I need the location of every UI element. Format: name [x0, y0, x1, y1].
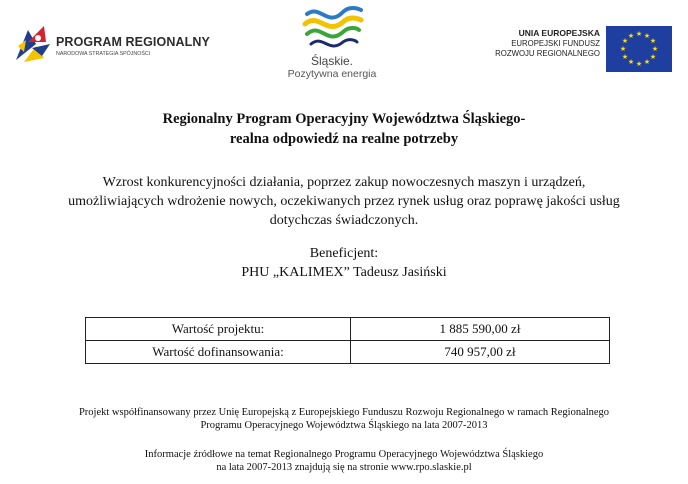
svg-text:★: ★: [649, 37, 657, 45]
source-info-line-1: Informacje źródłowe na temat Regionalnego Programu Operacyjnego Województwa Śląskiego: [144, 449, 544, 460]
svg-text:★: ★: [643, 58, 651, 66]
cofinancing-value-amount: 740 957,00 zł: [351, 341, 610, 364]
slaskie-logo: [276, 6, 388, 86]
svg-text:★: ★: [649, 53, 657, 61]
project-values-table: [85, 317, 610, 364]
svg-text:★: ★: [627, 58, 635, 66]
title-line-2: realna odpowiedź na realne potrzeby: [229, 131, 459, 147]
eu-fund-line1: EUROPEJSKI FUNDUSZ: [511, 39, 600, 48]
svg-text:★: ★: [635, 60, 643, 68]
project-value-label: Wartość projektu:: [86, 318, 351, 341]
eu-logo: [480, 26, 676, 72]
beneficiary-label: Beneficjent:: [309, 246, 379, 261]
description-line-3: dotychczas świadczonych.: [269, 213, 419, 228]
program-regionalny-title: PROGRAM REGIONALNY: [56, 35, 210, 49]
svg-text:★: ★: [621, 53, 629, 61]
table-row: [86, 341, 610, 364]
logo-bar: [0, 0, 688, 92]
cofinancing-note-line-1: Projekt współfinansowany przez Unię Europejską z Europejskiego Funduszu Rozwoju Regionalnego w ramach Regionalnego: [78, 407, 610, 418]
description-line-1: Wzrost konkurencyjności działania, poprzez zakup nowoczesnych maszyn i urządzeń,: [102, 175, 586, 190]
program-regionalny-logo: [14, 22, 214, 66]
svg-text:★: ★: [635, 30, 643, 38]
slaskie-wave-icon: [297, 6, 367, 54]
slaskie-tagline: Pozytywna energia: [287, 68, 377, 80]
eu-title: UNIA EUROPEJSKA: [518, 28, 600, 38]
svg-text:★: ★: [621, 37, 629, 45]
eu-text-block: [495, 28, 600, 59]
title-line-1: Regionalny Program Operacyjny Województwa Śląskiego-: [162, 111, 526, 127]
cofinancing-value-label: Wartość dofinansowania:: [86, 341, 351, 364]
description-line-2: umożliwiających wdrożenie nowych, oczekiwanych przez rynek usług oraz poprawę jakości usług: [68, 194, 620, 209]
cofinancing-note: [20, 406, 668, 432]
beneficiary-name: PHU „KALIMEX” Tadeusz Jasiński: [241, 265, 447, 280]
program-regionalny-emblem-icon: [14, 22, 52, 66]
source-info-note: [20, 448, 668, 474]
svg-text:★: ★: [643, 32, 651, 40]
slaskie-name: Śląskie.: [310, 54, 354, 68]
svg-text:★: ★: [627, 32, 635, 40]
svg-text:★: ★: [619, 45, 627, 53]
program-regionalny-subtitle: NARODOWA STRATEGIA SPÓJNOŚCI: [56, 51, 151, 57]
project-description: [20, 173, 668, 230]
page-title: [0, 109, 688, 149]
project-value-amount: 1 885 590,00 zł: [351, 318, 610, 341]
eu-flag-icon: [606, 26, 672, 72]
svg-text:★: ★: [651, 45, 659, 53]
cofinancing-note-line-2: Programu Operacyjnego Województwa Śląskiego na lata 2007-2013: [200, 420, 488, 431]
table-row: [86, 318, 610, 341]
source-info-line-2: na lata 2007-2013 znajdują się na stronie www.rpo.slaskie.pl: [216, 462, 472, 473]
beneficiary-block: [0, 244, 688, 282]
eu-fund-line2: ROZWOJU REGIONALNEGO: [495, 49, 600, 58]
